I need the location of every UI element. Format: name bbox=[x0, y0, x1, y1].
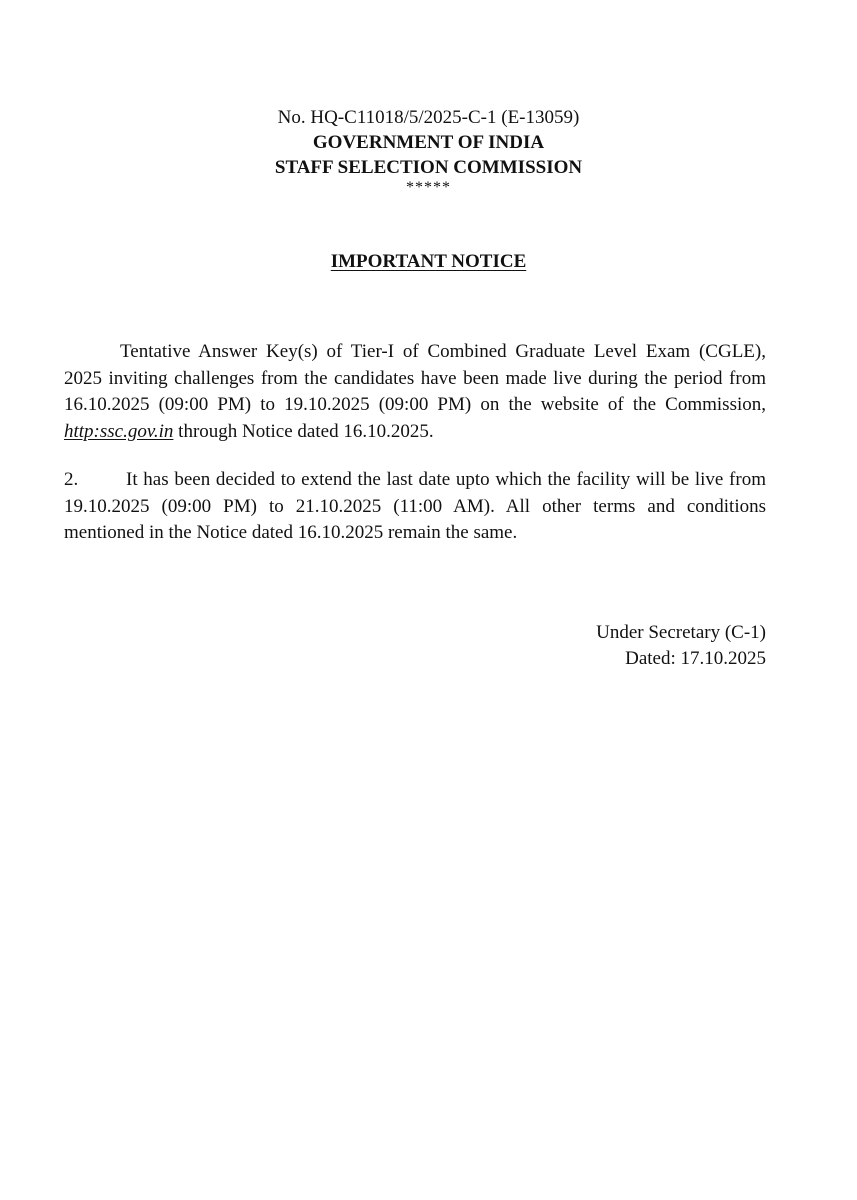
signature-block bbox=[596, 620, 766, 672]
commission-heading: STAFF SELECTION COMMISSION bbox=[274, 157, 583, 178]
government-heading: GOVERNMENT OF INDIA bbox=[312, 132, 545, 153]
commission-website-link[interactable]: http:ssc.gov.in bbox=[64, 420, 174, 442]
notice-header bbox=[0, 105, 857, 196]
paragraph-1 bbox=[64, 339, 766, 445]
paragraph-1-text-before-link: Tentative Answer Key(s) of Tier-I of Combined Graduate Level Exam (CGLE), 2025 inviting challenges from the candidates have been made live during the period from 16.10.2025 (09:00 PM) to 19.10.2025 (09:00 PM) on the website of the Commission, bbox=[64, 341, 766, 415]
paragraph-2 bbox=[64, 467, 766, 547]
signatory-designation: Under Secretary (C-1) bbox=[596, 622, 766, 643]
reference-number: No. HQ-C11018/5/2025-C-1 (E-13059) bbox=[277, 107, 580, 128]
paragraph-2-text: It has been decided to extend the last date upto which the facility will be live from 19.10.2025 (09:00 PM) to 21.10.2025 (11:00 AM). All other terms and conditions mentioned in the Notice dated 16.10.2025 remain the same. bbox=[64, 469, 766, 543]
paragraph-1-text-after-link: through Notice dated 16.10.2025. bbox=[173, 420, 434, 442]
notice-title: IMPORTANT NOTICE bbox=[330, 251, 527, 272]
paragraph-2-number: 2. bbox=[64, 469, 79, 490]
signature-date: Dated: 17.10.2025 bbox=[625, 648, 766, 669]
header-separator: ***** bbox=[406, 179, 451, 196]
